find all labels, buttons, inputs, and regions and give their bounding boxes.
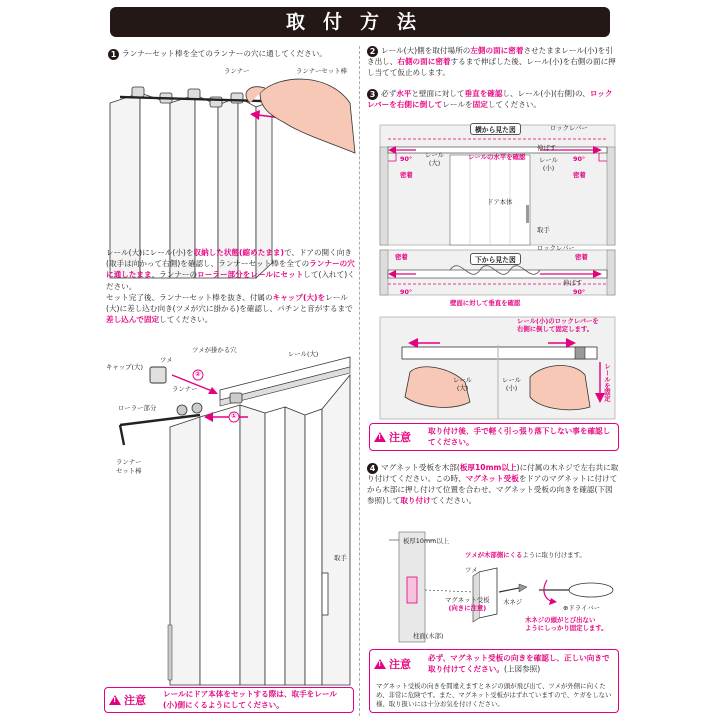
step-highlight: 左側の面に密着 xyxy=(470,46,524,55)
label-fix-rail: レールを固定 xyxy=(603,363,611,402)
label-line: レール xyxy=(539,156,559,164)
caution-door-set xyxy=(104,687,354,713)
label-rail-large: レール(大) xyxy=(288,350,319,358)
step-highlight: 板厚10mm以上 xyxy=(459,463,517,472)
caution-head xyxy=(374,429,411,445)
step-highlight: 右側の面に密着 xyxy=(397,57,451,66)
label-rail-small-side xyxy=(539,157,558,172)
step-text: 必ず xyxy=(381,89,397,98)
left-column xyxy=(100,45,355,717)
caution-text xyxy=(428,653,612,674)
label-line: (向きに注意) xyxy=(448,603,487,612)
label-close-right-2: 密着 xyxy=(575,253,588,261)
step-1-paragraph xyxy=(106,247,356,326)
para-highlight: 収納した状態(縮めたまま) xyxy=(193,248,284,257)
step-text: てください。 xyxy=(430,495,477,505)
label-line: マグネット受板 xyxy=(445,596,490,604)
label-vertical-check: 壁面に対して垂直を確認 xyxy=(450,299,521,307)
label-cap-large: キャップ(大) xyxy=(106,363,143,371)
label-thickness: 板厚10mm以上 xyxy=(403,537,450,545)
label-deg-left-2: 90° xyxy=(400,288,413,296)
caution-text: レールにドア本体をセットする際は、取手をレール(小)側にくるようにしてください。 xyxy=(163,689,337,709)
para-text: レール(大)にレール(小)を xyxy=(106,248,194,257)
label-highlight: ツメが木部側にくる xyxy=(465,551,523,559)
label-rail-small-hands xyxy=(502,377,521,392)
caution-text: 取り付け後、手で軽く引っ張り落下しない事を確認してください。 xyxy=(428,426,611,446)
step-text: し、レール(小)(右側)の、 xyxy=(502,89,590,98)
step-text: と壁面に対して xyxy=(411,89,465,98)
label-lock-lever: ロックレバー xyxy=(550,124,588,132)
step-highlight: 垂直を確認 xyxy=(464,89,503,98)
label-tsume: ツメ xyxy=(160,356,173,364)
caution-ref: (上図参照) xyxy=(503,664,541,673)
label-line: (小) xyxy=(505,383,518,392)
side-view-title: 横から見た図 xyxy=(470,123,521,135)
step-highlight: 取り付け xyxy=(400,495,431,505)
step-text: レール(大)側を取付場所の xyxy=(381,46,471,55)
label-rail-large-hands xyxy=(453,377,472,392)
step-text: マグネット受板を木部( xyxy=(381,463,460,472)
caution-detail: マグネット受板の向きを間違えますとネジの頭が飛び出て、ツメが外側に向くため、非常に危険です。また、マグネット受板がはずれていますので、ケガをしない様、取り扱いには十分お気を付けください。 xyxy=(376,682,612,708)
label-line: (大) xyxy=(456,383,469,392)
caution-pull-test xyxy=(369,423,619,451)
step-text: をドアのマグネットに付けてから木部に押し付けて位置を合わせ、マグネット受板の向きを確認(下図参照)して xyxy=(367,474,618,505)
label-handle: 取手 xyxy=(334,554,347,562)
step-text: させたままレール(小)を引き出し、 xyxy=(367,46,613,66)
step-3 xyxy=(367,89,619,111)
label-runner-set-bar: ランナーセット棒 xyxy=(296,67,347,75)
label-deg-left: 90° xyxy=(400,155,413,163)
label-pillar: 柱面(木部) xyxy=(413,632,444,640)
label-close-left: 密着 xyxy=(400,171,413,179)
warning-icon xyxy=(374,659,386,669)
step-text: レールを xyxy=(442,100,473,109)
caution-head xyxy=(109,692,146,708)
para-highlight: 差し込んで固定 xyxy=(106,315,160,325)
step-1-figure xyxy=(100,63,355,278)
label-level: レールの水平を確認 xyxy=(468,153,526,161)
circle-1: ① xyxy=(231,412,237,420)
caution-label: 注意 xyxy=(389,431,411,444)
warning-icon xyxy=(374,432,386,442)
right-column xyxy=(365,45,620,717)
step-2 xyxy=(367,46,619,79)
step-highlight: ロックレバーを右側に倒して xyxy=(367,89,613,109)
label-magnet-plate xyxy=(445,597,490,612)
step-2-number: 2 xyxy=(367,46,378,57)
label-extend: 伸ばす xyxy=(537,144,557,152)
para-text: してください。 xyxy=(159,315,213,325)
para-highlight: キャップ(大)を xyxy=(272,292,326,302)
label-line: レール xyxy=(453,376,473,384)
para-highlight: ランナーの穴に通したまま xyxy=(106,259,355,280)
caution-magnet-orientation xyxy=(369,649,619,713)
step-3-number: 3 xyxy=(367,89,378,100)
para-text: 、ランナーの xyxy=(151,270,198,280)
circle-2: ② xyxy=(195,370,201,378)
para-highlight: ローラー部分をレールにセット xyxy=(197,270,304,280)
label-line: 木ネジの頭がとび出ない xyxy=(525,616,596,624)
warning-icon xyxy=(109,695,121,705)
label-extend-2: 伸ばす xyxy=(563,279,583,287)
note-line: 右側に倒して固定します。 xyxy=(517,325,594,333)
label-line: ようにしっかり固定します。 xyxy=(525,623,608,632)
step-1-number: 1 xyxy=(108,49,119,60)
step-4-number: 4 xyxy=(367,463,378,474)
page-title: 取付方法 xyxy=(110,7,610,37)
caution-label: 注意 xyxy=(389,658,411,671)
para-text: セット完了後、ランナーセット棒を抜き、付属の xyxy=(106,292,273,302)
label-text: ように取り付けます。 xyxy=(522,551,586,559)
label-deg-right: 90° xyxy=(573,155,586,163)
label-close-right: 密着 xyxy=(573,171,586,179)
label-tsume-note xyxy=(465,550,586,559)
side-view-figure xyxy=(380,125,615,245)
label-deg-right-2: 90° xyxy=(573,288,586,296)
label-lock-lever-2: ロックレバー xyxy=(537,244,575,252)
step-highlight: マグネット受板 xyxy=(465,474,519,483)
label-tsume-4: ツメ xyxy=(465,566,478,574)
para-text: レール(大)に差し込む向き(ツメが穴に掛かる)を確認し、パチンと音がするまで xyxy=(106,292,353,314)
step-highlight: 固定 xyxy=(472,100,488,109)
step-1-text: ランナーセット棒を全てのランナーの穴に通してください。 xyxy=(122,49,327,58)
label-line: (小) xyxy=(542,163,555,172)
label-driver: ⊕ドライバー xyxy=(563,604,600,612)
step-1 xyxy=(108,49,358,60)
caution-head xyxy=(374,656,411,672)
label-screw-note xyxy=(525,617,608,632)
label-runner: ランナー xyxy=(224,67,250,75)
para-text: して(入れて)ください。 xyxy=(106,270,355,291)
label-line: レール xyxy=(425,151,445,159)
caution-line: 必ず、マグネット受板の向きを確認し、正しい向きで取り付けてください。 xyxy=(428,653,610,673)
para-text: で、ドアの開く向き(取手は向かって右側)を確認し、ランナーセット棒を全ての xyxy=(106,248,352,269)
label-runner-2: ランナー xyxy=(172,385,198,393)
label-tsume-hole: ツメが掛かる穴 xyxy=(192,346,237,354)
label-line: セット棒 xyxy=(116,467,142,475)
step-4 xyxy=(367,463,619,506)
label-handle-side: 取手 xyxy=(537,226,550,234)
bottom-view-title: 下から見た図 xyxy=(470,253,521,265)
label-close-left-2: 密着 xyxy=(395,253,408,261)
step-text: してください。 xyxy=(487,100,541,109)
label-line: (大) xyxy=(428,158,441,167)
label-roller: ローラー部分 xyxy=(118,404,157,412)
note-line: レール(小)のロックレバーを xyxy=(517,317,599,325)
step-text: )に付属の木ネジで左右共に取り付けてください。この時、 xyxy=(367,463,619,483)
step-text: するまで伸ばした後、レール(小)を右側の面に押し当てて仮止めします。 xyxy=(367,57,616,77)
caution-label: 注意 xyxy=(124,694,146,707)
label-line: ランナー xyxy=(116,458,142,466)
note-lock-lever xyxy=(517,317,599,333)
label-line: レール xyxy=(502,376,522,384)
label-runner-set-bar-2 xyxy=(116,457,142,475)
label-door-body: ドア本体 xyxy=(487,198,513,206)
column-divider xyxy=(359,46,360,716)
label-rail-large-side xyxy=(425,152,444,167)
step-highlight: 水平 xyxy=(396,89,412,98)
label-screw: 木ネジ xyxy=(503,598,523,606)
step-1-assembly-figure xyxy=(100,345,355,685)
